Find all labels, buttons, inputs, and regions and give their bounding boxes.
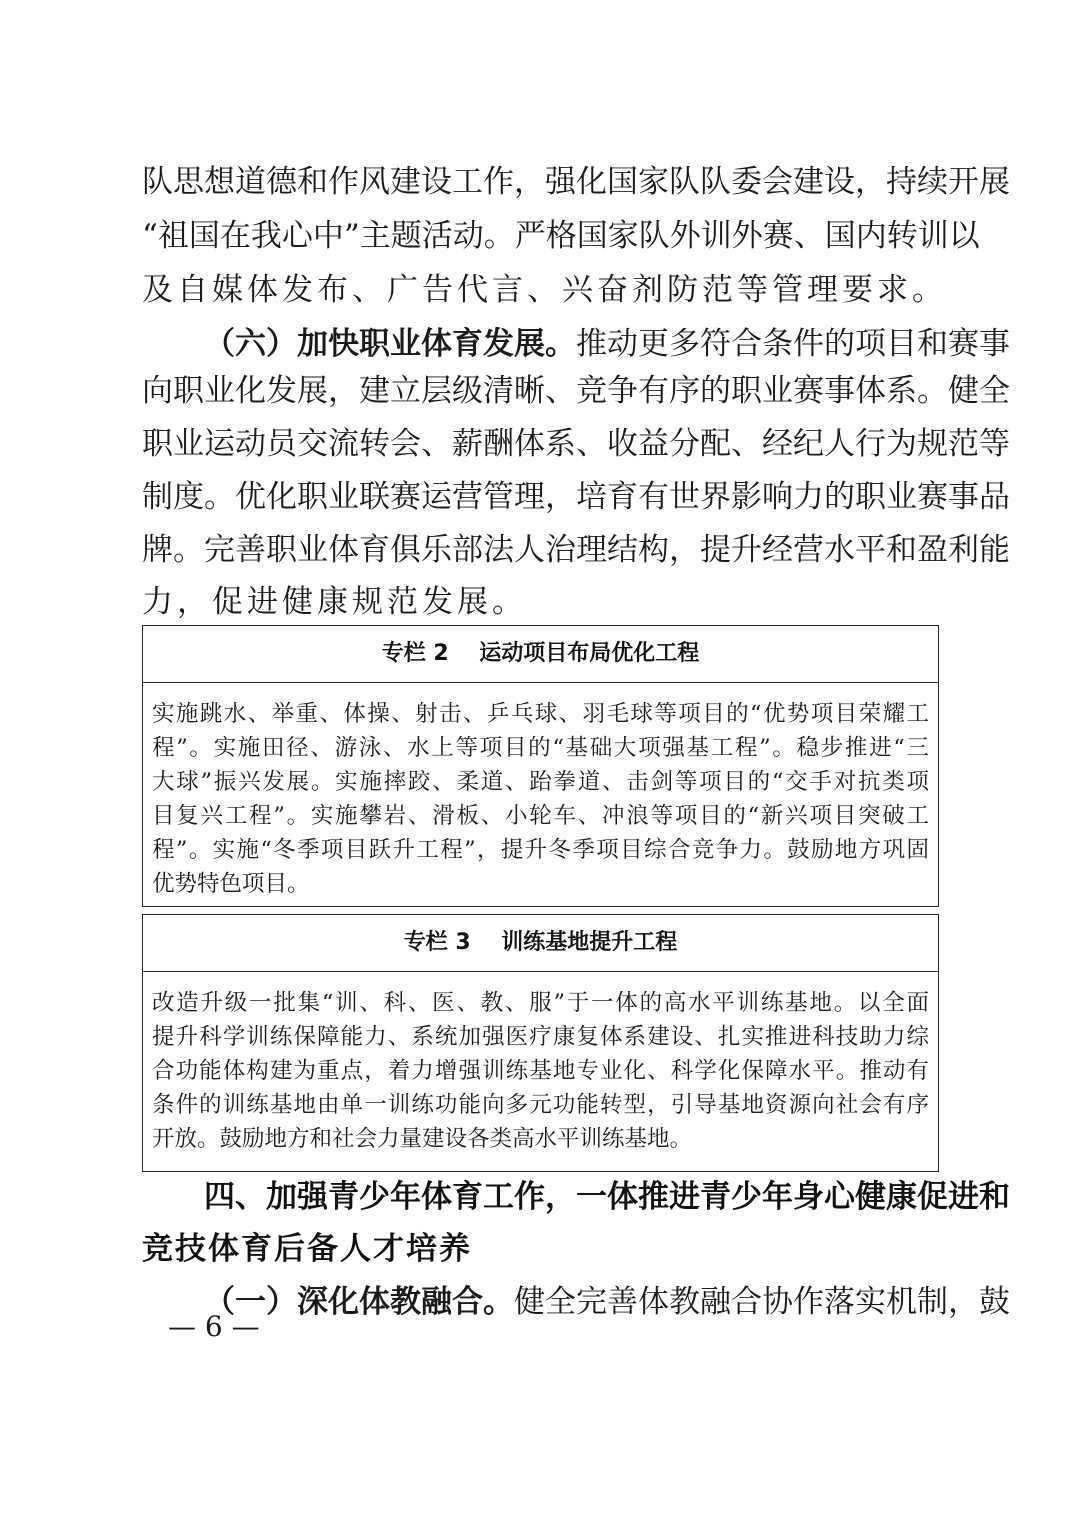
box-text-line: 程”。实施田径、游泳、水上等项目的“基础大项强基工程”。稳步推进“三 <box>152 735 929 761</box>
body-line: 及自媒体发布、广告代言、兴奋剂防范等管理要求。 <box>142 272 947 308</box>
box-text-line: 开放。鼓励地方和社会力量建设各类高水平训练基地。 <box>152 1126 693 1152</box>
body-line: “祖国在我心中”主题活动。严格国家队外训外赛、国内转训以 <box>142 218 980 254</box>
section-six-first-line <box>204 319 1010 369</box>
box-text-line: 大球”振兴发展。实施摔跤、柔道、跆拳道、击剑等项目的“交手对抗类项 <box>152 769 929 795</box>
body-line: 队思想道德和作风建设工作，强化国家队队委会建设，持续开展 <box>142 164 1010 200</box>
box-text-line: 实施跳水、举重、体操、射击、乒乓球、羽毛球等项目的“优势项目荣耀工 <box>152 701 929 727</box>
section-six-text: 推动更多符合条件的项目和赛事 <box>576 326 1010 362</box>
section-four-heading: 四、加强青少年体育工作，一体推进青少年身心健康促进和 <box>204 1179 1010 1215</box>
section-one-text: 健全完善体教融合协作落实机制，鼓 <box>514 1284 1010 1320</box>
section-six-heading: （六）加快职业体育发展。 <box>204 326 576 362</box>
box-text-line: 目复兴工程”。实施攀岩、滑板、小轮车、冲浪等项目的“新兴项目突破工 <box>152 803 929 829</box>
column-box-3-title: 专栏 3 训练基地提升工程 <box>143 915 938 972</box>
section-one-heading: （一）深化体教融合。 <box>204 1284 514 1320</box>
body-line: 向职业化发展，建立层级清晰、竞争有序的职业赛事体系。健全 <box>142 373 1010 409</box>
body-line: 力，促进健康规范发展。 <box>142 584 527 620</box>
box-text-line: 条件的训练基地由单一训练功能向多元功能转型，引导基地资源向社会有序 <box>152 1092 929 1118</box>
box-text-line: 程”。实施“冬季项目跃升工程”，提升冬季项目综合竞争力。鼓励地方巩固 <box>152 837 929 863</box>
column-box-2 <box>142 625 939 907</box>
section-one-first-line <box>204 1277 1010 1327</box>
section-four-heading-cont: 竞技体育后备人才培养 <box>142 1231 472 1267</box>
body-line: 职业运动员交流转会、薪酬体系、收益分配、经纪人行为规范等 <box>142 426 1010 462</box>
body-line: 制度。优化职业联赛运营管理，培育有世界影响力的职业赛事品 <box>142 479 1010 515</box>
box-text-line: 改造升级一批集“训、科、医、教、服”于一体的高水平训练基地。以全面 <box>152 990 929 1016</box>
box-text-line: 合功能体构建为重点，着力增强训练基地专业化、科学化保障水平。推动有 <box>152 1058 929 1084</box>
box-text-line: 提升科学训练保障能力、系统加强医疗康复体系建设、扎实推进科技助力综 <box>152 1024 929 1050</box>
box-text-line: 优势特色项目。 <box>152 871 310 897</box>
column-box-3 <box>142 914 939 1172</box>
body-line: 牌。完善职业体育俱乐部法人治理结构，提升经营水平和盈利能 <box>142 532 1010 568</box>
column-box-2-title: 专栏 2 运动项目布局优化工程 <box>143 626 938 683</box>
page-number: — 6 — <box>168 1310 260 1343</box>
